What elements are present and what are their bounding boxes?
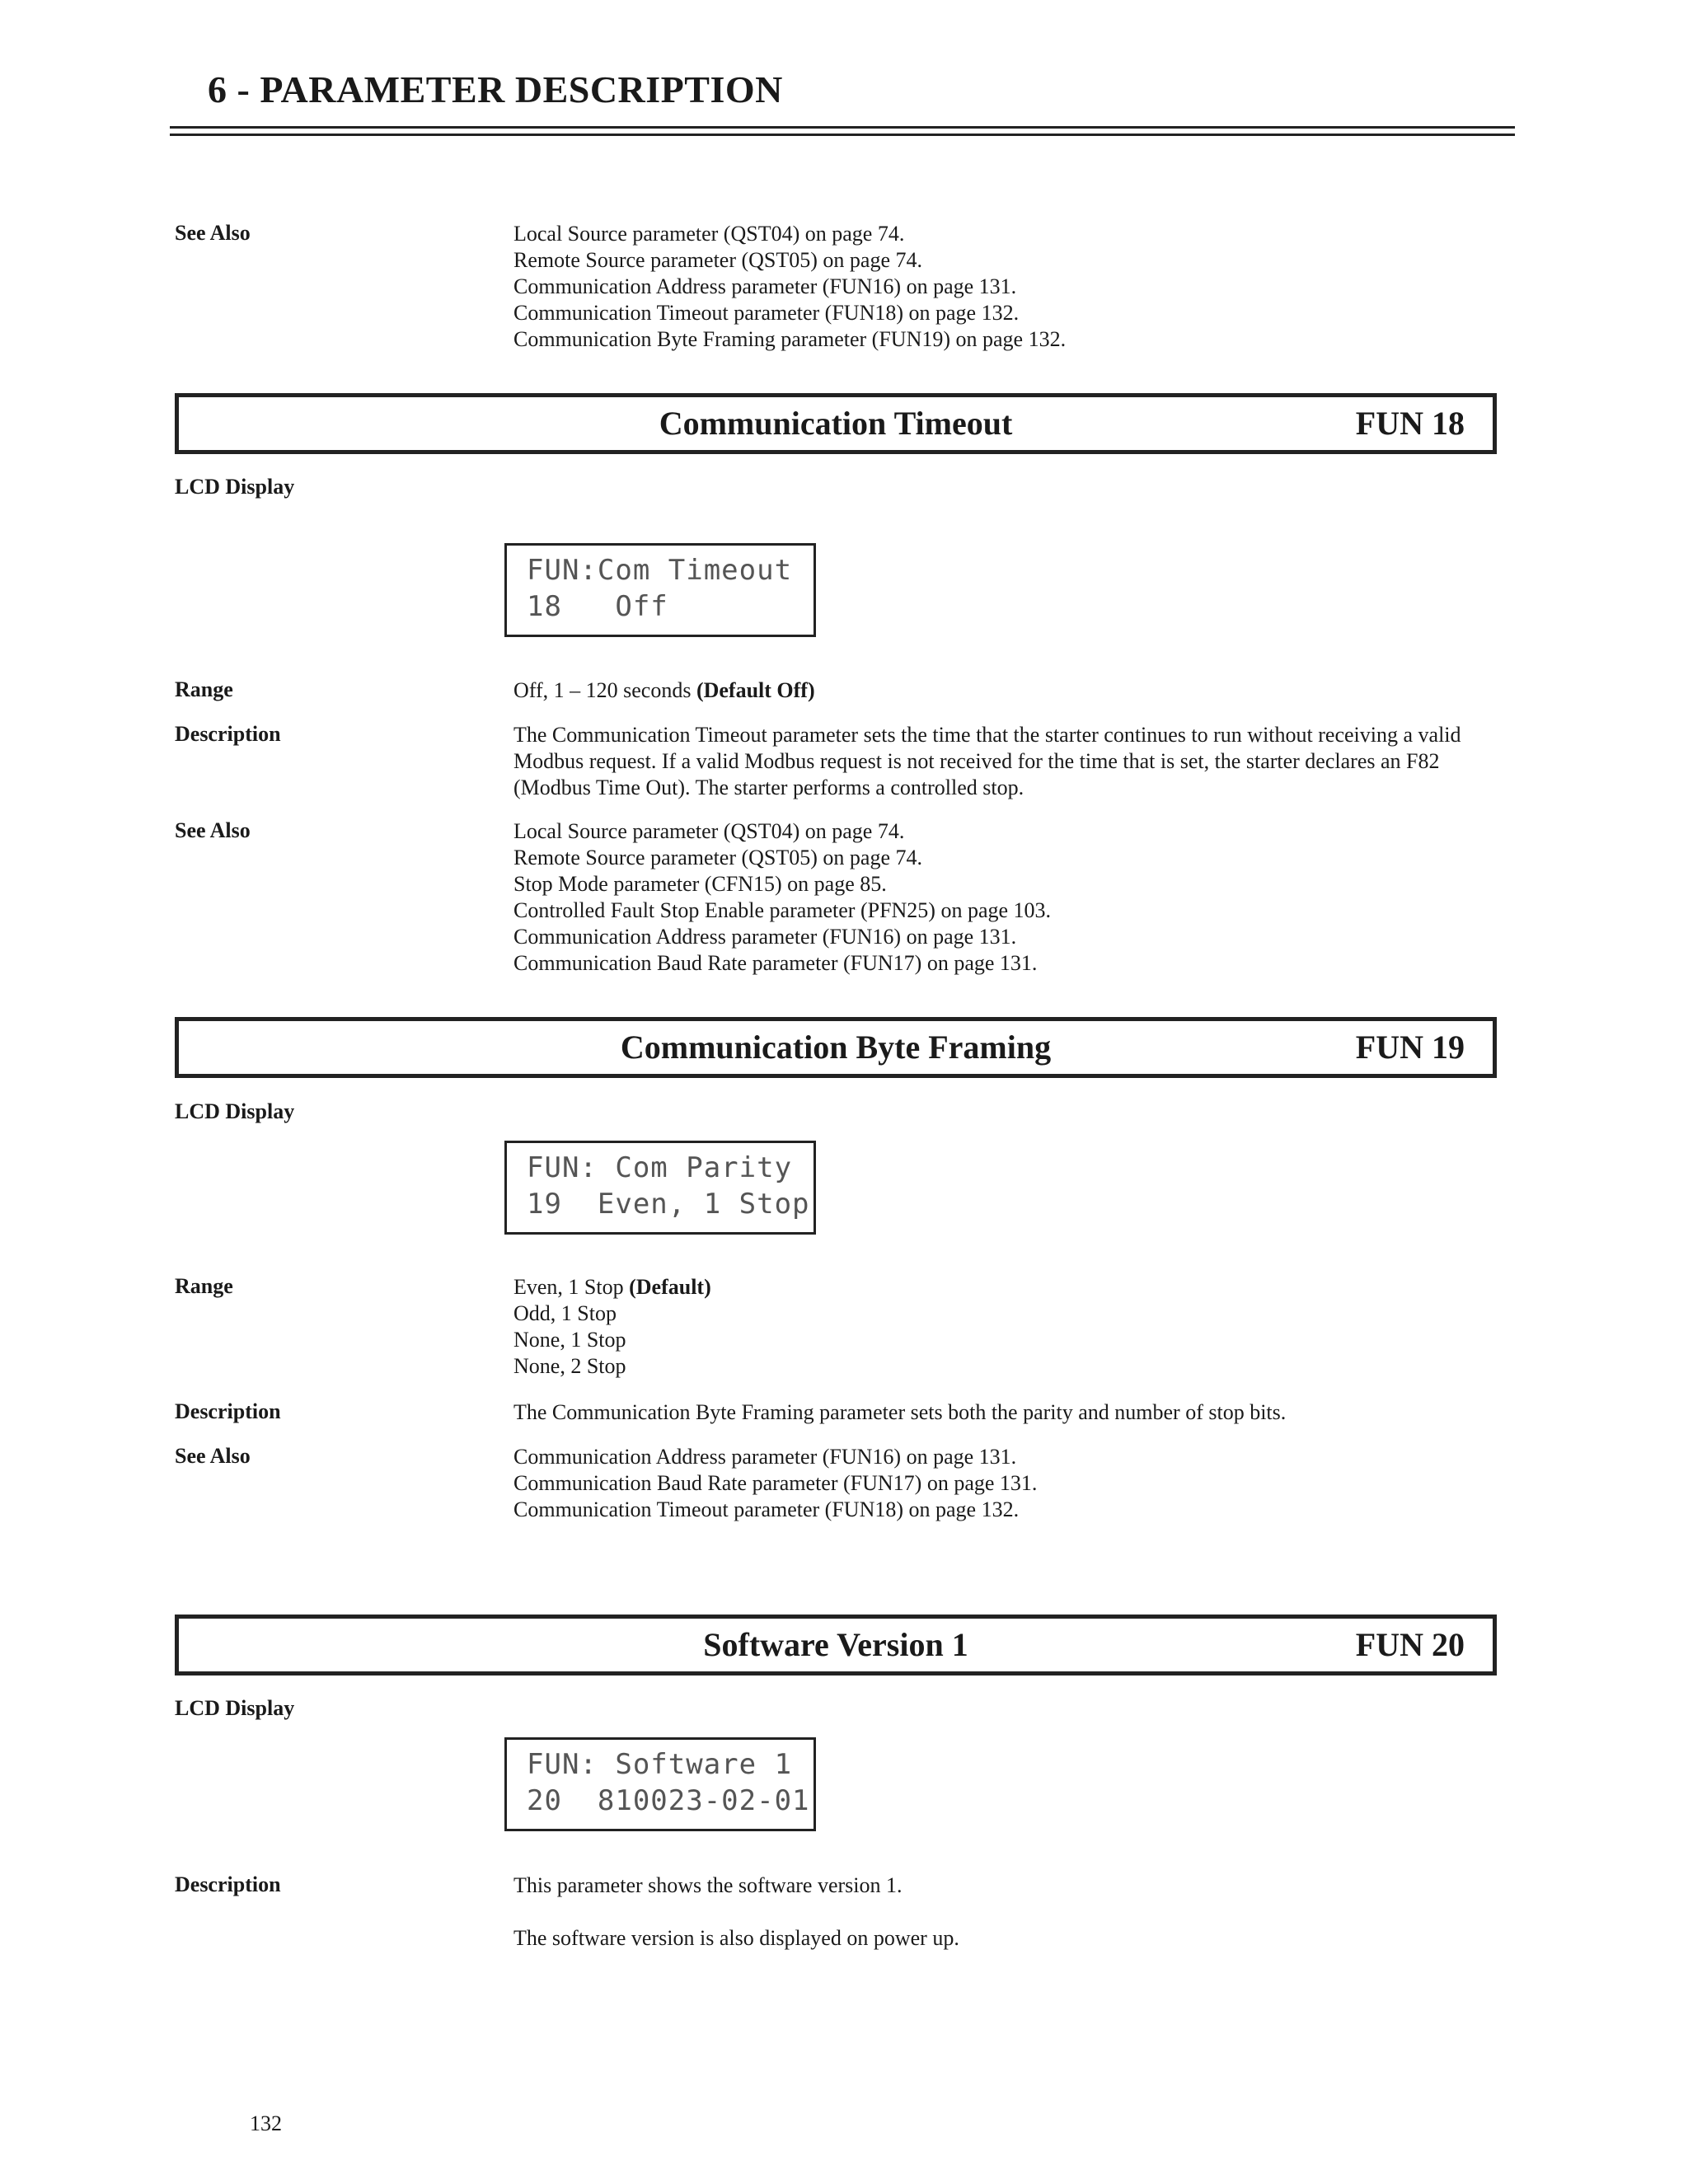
lcd-line-2: 18 Off bbox=[527, 590, 668, 623]
intro-see-also-list bbox=[513, 221, 1536, 353]
see-also-item: Controlled Fault Stop Enable parameter (PFN25) on page 103. bbox=[513, 898, 1052, 922]
range-default: (Default) bbox=[629, 1275, 711, 1299]
range-value bbox=[513, 677, 1536, 704]
range-option-default bbox=[513, 1274, 1536, 1301]
see-also-item: Remote Source parameter (QST05) on page 74. bbox=[513, 846, 923, 869]
section-header-fun19 bbox=[175, 1017, 1497, 1078]
see-also-item: Stop Mode parameter (CFN15) on page 85. bbox=[513, 872, 887, 896]
description-line: This parameter shows the software version 1. bbox=[513, 1873, 903, 1897]
lcd-display-fun20 bbox=[504, 1737, 816, 1831]
section-title: Software Version 1 bbox=[703, 1626, 968, 1663]
range-values bbox=[513, 1274, 1536, 1380]
see-also-label: See Also bbox=[175, 1444, 251, 1468]
see-also-item: Communication Address parameter (FUN16) on page 131. bbox=[513, 274, 1017, 298]
range-option: Even, 1 Stop bbox=[513, 1275, 630, 1299]
lcd-display-fun19 bbox=[504, 1141, 816, 1235]
lcd-display-label: LCD Display bbox=[175, 475, 295, 499]
lcd-line-1: FUN: Com Parity bbox=[527, 1151, 793, 1184]
description-text bbox=[513, 1399, 1536, 1426]
lcd-display-label: LCD Display bbox=[175, 1099, 295, 1123]
description-line: The software version is also displayed on power up. bbox=[513, 1926, 959, 1950]
lcd-line-1: FUN: Software 1 bbox=[527, 1748, 793, 1781]
description-line: Modbus request. If a valid Modbus request is not received for the time that is set, the starter declares an F82 bbox=[513, 749, 1440, 773]
see-also-item: Communication Address parameter (FUN16) on page 131. bbox=[513, 925, 1017, 949]
see-also-item: Communication Byte Framing parameter (FUN19) on page 132. bbox=[513, 327, 1067, 351]
range-option: None, 2 Stop bbox=[513, 1354, 626, 1378]
lcd-line-2: 20 810023-02-01 bbox=[527, 1784, 810, 1817]
section-code: FUN 20 bbox=[1355, 1626, 1465, 1663]
section-header-fun18 bbox=[175, 393, 1497, 454]
see-also-item: Communication Baud Rate parameter (FUN17) on page 131. bbox=[513, 951, 1038, 975]
see-also-list bbox=[513, 818, 1536, 977]
section-title: Communication Byte Framing bbox=[620, 1029, 1052, 1066]
intro-see-also-label: See Also bbox=[175, 221, 251, 245]
description-label: Description bbox=[175, 1872, 281, 1896]
section-code: FUN 19 bbox=[1355, 1029, 1465, 1066]
description-label: Description bbox=[175, 722, 281, 746]
section-title: Communication Timeout bbox=[659, 405, 1013, 442]
description-text bbox=[513, 1872, 1536, 1899]
range-text: Off, 1 – 120 seconds bbox=[513, 678, 696, 702]
range-default: (Default Off) bbox=[696, 678, 815, 702]
lcd-display-fun18 bbox=[504, 543, 816, 637]
range-option: None, 1 Stop bbox=[513, 1328, 626, 1352]
range-option: Odd, 1 Stop bbox=[513, 1301, 617, 1325]
see-also-item: Local Source parameter (QST04) on page 74. bbox=[513, 222, 905, 246]
header-rule-bottom bbox=[170, 134, 1515, 136]
see-also-item: Remote Source parameter (QST05) on page 74. bbox=[513, 248, 923, 272]
see-also-item: Communication Timeout parameter (FUN18) on page 132. bbox=[513, 301, 1020, 325]
see-also-item: Communication Baud Rate parameter (FUN17) on page 131. bbox=[513, 1471, 1038, 1495]
description-line: (Modbus Time Out). The starter performs a controlled stop. bbox=[513, 776, 1025, 799]
see-also-item: Communication Timeout parameter (FUN18) on page 132. bbox=[513, 1497, 1020, 1521]
range-label: Range bbox=[175, 1274, 233, 1298]
description-text bbox=[513, 722, 1536, 801]
see-also-item: Local Source parameter (QST04) on page 74. bbox=[513, 819, 905, 843]
chapter-title: 6 - PARAMETER DESCRIPTION bbox=[208, 68, 783, 110]
description-text-2 bbox=[513, 1925, 1536, 1952]
description-label: Description bbox=[175, 1399, 281, 1423]
description-line: The Communication Timeout parameter sets the time that the starter continues to run without receiving a valid bbox=[513, 723, 1461, 747]
see-also-list bbox=[513, 1444, 1536, 1523]
lcd-display-label: LCD Display bbox=[175, 1696, 295, 1720]
section-code: FUN 18 bbox=[1355, 405, 1465, 442]
header-rule-top bbox=[170, 126, 1515, 129]
range-label: Range bbox=[175, 677, 233, 701]
lcd-line-1: FUN:Com Timeout bbox=[527, 554, 793, 587]
see-also-label: See Also bbox=[175, 818, 251, 842]
section-header-fun20 bbox=[175, 1615, 1497, 1675]
see-also-item: Communication Address parameter (FUN16) on page 131. bbox=[513, 1445, 1017, 1469]
page-number: 132 bbox=[250, 2111, 282, 2135]
lcd-line-2: 19 Even, 1 Stop bbox=[527, 1188, 810, 1221]
description-line: The Communication Byte Framing parameter sets both the parity and number of stop bits. bbox=[513, 1400, 1287, 1424]
